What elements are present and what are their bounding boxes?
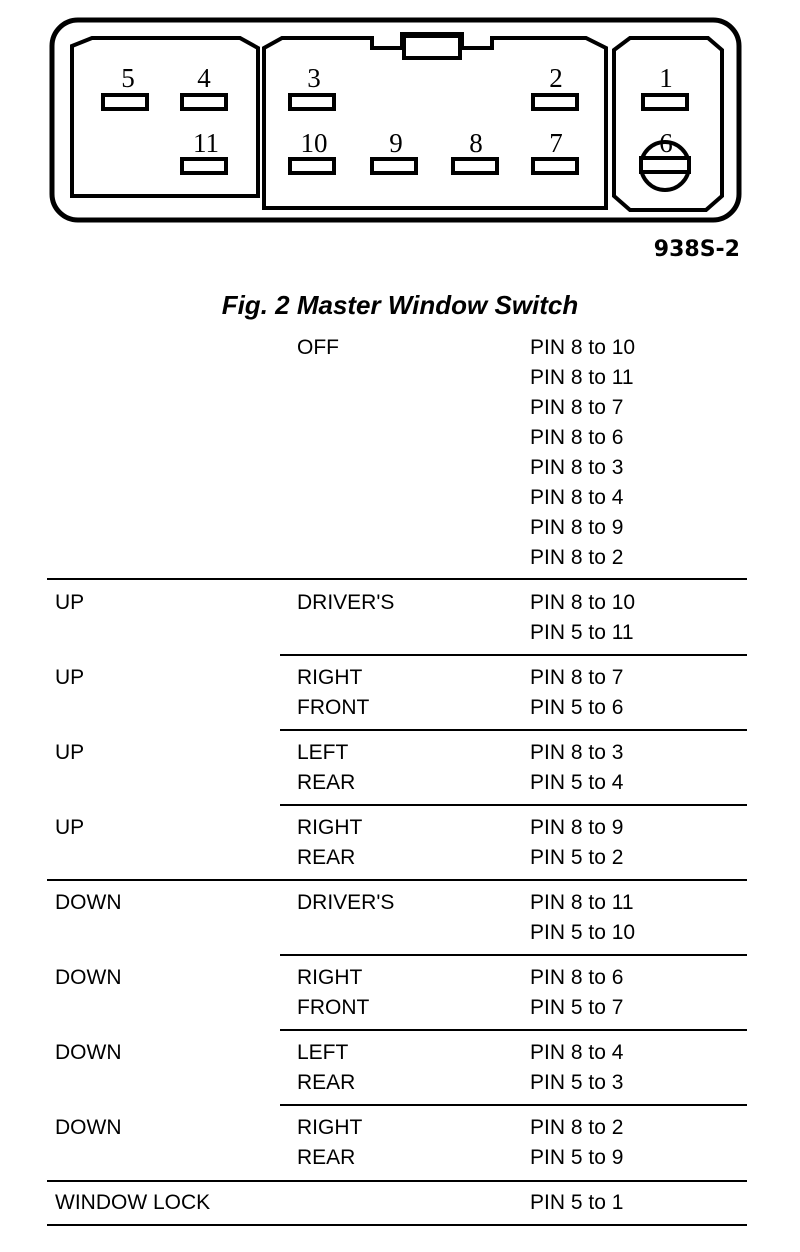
terminal-10 (290, 159, 334, 173)
table-row-window: RIGHT (297, 1116, 363, 1139)
table-row-pin: PIN 8 to 4 (530, 1041, 624, 1064)
table-row-action: UP (55, 816, 85, 839)
table-row-window: RIGHT (297, 816, 363, 839)
table-row-window: LEFT (297, 1041, 349, 1064)
table-row-action: WINDOW LOCK (55, 1191, 211, 1214)
table-row-pin: PIN 8 to 7 (530, 396, 624, 419)
table-row-window: REAR (297, 846, 356, 869)
table-row-pin: PIN 8 to 6 (530, 426, 624, 449)
connector-diagram (0, 0, 800, 230)
table-row-pin: PIN 8 to 10 (530, 336, 636, 359)
table-row-window: DRIVER'S (297, 891, 395, 914)
pin-label-2: 2 (549, 63, 563, 93)
table-row-pin: PIN 5 to 1 (530, 1191, 624, 1214)
table-row-pin: PIN 8 to 2 (530, 546, 624, 569)
table-row-pin: PIN 8 to 11 (530, 891, 634, 914)
table-row-pin: PIN 5 to 2 (530, 846, 624, 869)
table-row-pin: PIN 8 to 4 (530, 486, 624, 509)
table-row-pin: PIN 5 to 6 (530, 696, 624, 719)
pin-label-11: 11 (193, 128, 219, 158)
table-divider-minor (280, 954, 747, 956)
table-row-action: UP (55, 741, 85, 764)
table-row-action: DOWN (55, 966, 122, 989)
pin-label-10: 10 (300, 128, 328, 158)
table-divider-minor (280, 804, 747, 806)
pin-label-5: 5 (121, 63, 135, 93)
table-row-window: FRONT (297, 996, 370, 1019)
table-row-window: RIGHT (297, 966, 363, 989)
table-row-action: DOWN (55, 1041, 122, 1064)
table-row-pin: PIN 5 to 11 (530, 621, 634, 644)
table-row-window: LEFT (297, 741, 349, 764)
table-row-pin: PIN 8 to 2 (530, 1116, 624, 1139)
table-row-pin: PIN 8 to 6 (530, 966, 624, 989)
table-row-pin: PIN 8 to 9 (530, 816, 624, 839)
table-row-pin: PIN 5 to 10 (530, 921, 636, 944)
terminal-2 (533, 95, 577, 109)
table-row-window: RIGHT (297, 666, 363, 689)
connector-left-cavity (72, 38, 258, 196)
table-divider-major (47, 578, 747, 580)
pin-label-3: 3 (307, 63, 321, 93)
pin-label-9: 9 (389, 128, 403, 158)
terminal-8 (453, 159, 497, 173)
table-row-pin: PIN 8 to 10 (530, 591, 636, 614)
table-row-pin: PIN 8 to 11 (530, 366, 634, 389)
figure-caption: Fig. 2 Master Window Switch (221, 290, 579, 320)
table-row-pin: PIN 8 to 7 (530, 666, 624, 689)
pin-label-1: 1 (659, 63, 673, 93)
table-divider-minor (280, 654, 747, 656)
table-row-pin: PIN 8 to 3 (530, 741, 624, 764)
table-divider-major (47, 1224, 747, 1226)
terminal-5 (103, 95, 147, 109)
terminal-3 (290, 95, 334, 109)
terminal-7 (533, 159, 577, 173)
pin-label-7: 7 (549, 128, 563, 158)
connector-center-cavity (264, 34, 606, 208)
pin-label-8: 8 (469, 128, 483, 158)
figure-code: 938S-2 (653, 237, 740, 262)
table-row-window: REAR (297, 771, 356, 794)
terminal-9 (372, 159, 416, 173)
table-divider-major (47, 879, 747, 881)
terminal-11 (182, 159, 226, 173)
pin-label-4: 4 (197, 63, 211, 93)
table-divider-minor (280, 729, 747, 731)
terminal-1 (643, 95, 687, 109)
table-divider-minor (280, 1029, 747, 1031)
table-row-action: DOWN (55, 891, 122, 914)
table-row-pin: PIN 5 to 4 (530, 771, 624, 794)
table-row-pin: PIN 5 to 7 (530, 996, 624, 1019)
table-row-window: REAR (297, 1071, 356, 1094)
table-row-action: DOWN (55, 1116, 122, 1139)
table-row-pin: PIN 8 to 3 (530, 456, 624, 479)
table-row-window: DRIVER'S (297, 591, 395, 614)
pin-label-6: 6 (659, 128, 673, 158)
table-divider-minor (280, 1104, 747, 1106)
table-row-action: UP (55, 591, 85, 614)
table-row-pin: PIN 5 to 9 (530, 1146, 624, 1169)
table-row-window: OFF (297, 336, 339, 359)
table-row-pin: PIN 5 to 3 (530, 1071, 624, 1094)
terminal-4 (182, 95, 226, 109)
table-row-window: FRONT (297, 696, 370, 719)
table-divider-major (47, 1180, 747, 1182)
table-row-pin: PIN 8 to 9 (530, 516, 624, 539)
terminal-6 (641, 158, 689, 172)
table-row-action: UP (55, 666, 85, 689)
table-row-window: REAR (297, 1146, 356, 1169)
connector-latch (404, 36, 460, 58)
